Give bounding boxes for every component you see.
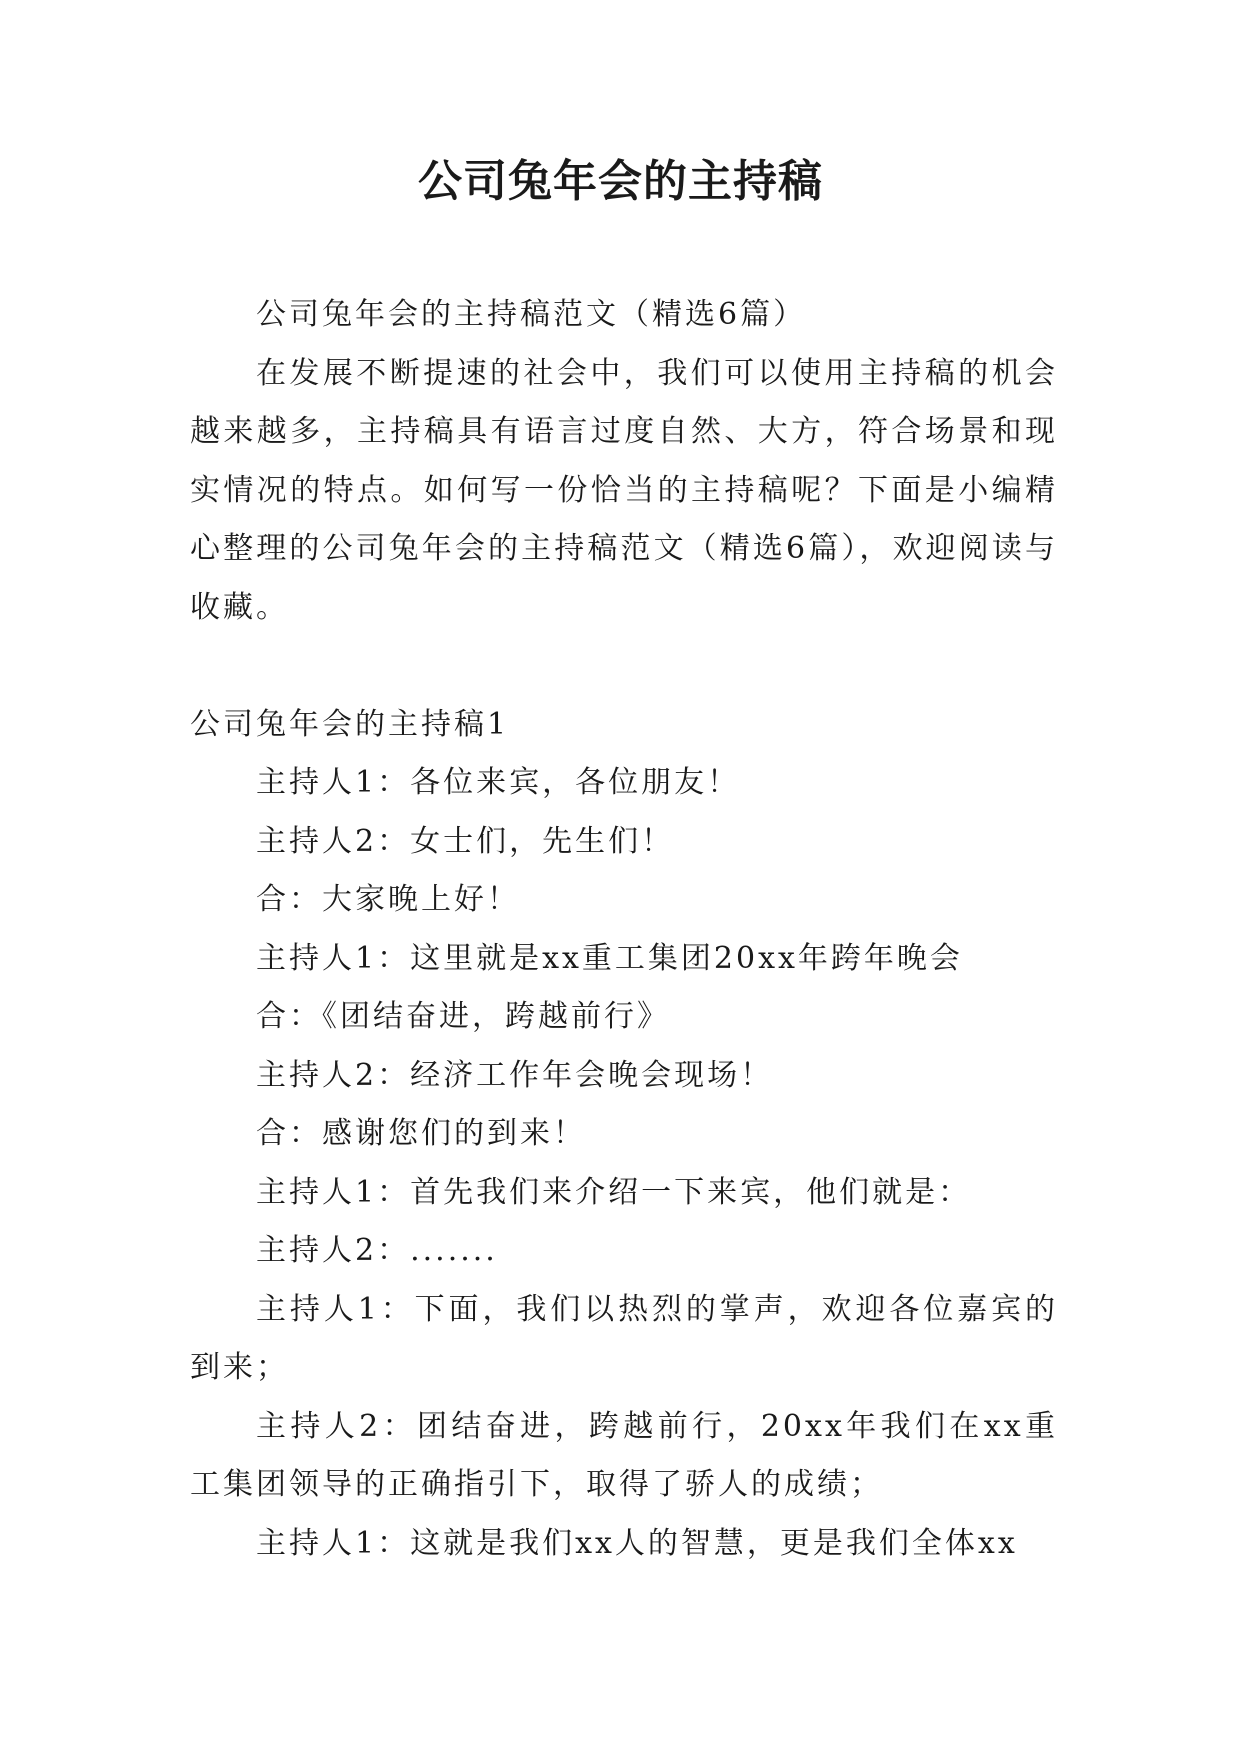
script-line: 主持人1：各位来宾，各位朋友！ bbox=[256, 765, 741, 800]
section-heading: 公司兔年会的主持稿1 bbox=[190, 706, 510, 742]
script-line: 主持人1：首先我们来介绍一下来宾，他们就是： bbox=[256, 1174, 972, 1210]
script-line: 主持人1：这里就是xx重工集团20xx年跨年晚会 bbox=[256, 940, 963, 976]
intro-subtitle: 公司兔年会的主持稿范文（精选6篇） bbox=[256, 297, 807, 332]
intro-paragraph: 在发展不断提速的社会中，我们可以使用主持稿的机会越来越多，主持稿具有语言过度自然、大方，符合场景和现实情况的特点。如何写一份恰当的主持稿呢？下面是小编精心整理的公司兔年会的主持稿范文（精选6篇），欢迎阅读与收藏。 bbox=[190, 355, 1058, 625]
script-line: 主持人2：经济工作年会晚会现场！ bbox=[256, 1057, 774, 1093]
script-line: 合：《团结奋进，跨越前行》 bbox=[256, 999, 670, 1034]
script-line: 主持人2：女士们，先生们！ bbox=[256, 823, 675, 859]
script-line: 主持人1：下面，我们以热烈的掌声，欢迎各位嘉宾的到来； bbox=[190, 1291, 1058, 1385]
script-line: 合：大家晚上好！ bbox=[256, 882, 520, 917]
script-line: 主持人1：这就是我们xx人的智慧，更是我们全体xx bbox=[256, 1525, 1018, 1561]
script-line: 主持人2：....... bbox=[256, 1233, 498, 1268]
document-title: 公司兔年会的主持稿 bbox=[418, 156, 823, 207]
script-line: 主持人2：团结奋进，跨越前行，20xx年我们在xx重工集团领导的正确指引下，取得了骄人的成绩； bbox=[190, 1408, 1058, 1502]
paragraph-gap bbox=[190, 637, 1058, 696]
document-body bbox=[190, 286, 1058, 1573]
script-line: 合：感谢您们的到来！ bbox=[256, 1116, 586, 1151]
